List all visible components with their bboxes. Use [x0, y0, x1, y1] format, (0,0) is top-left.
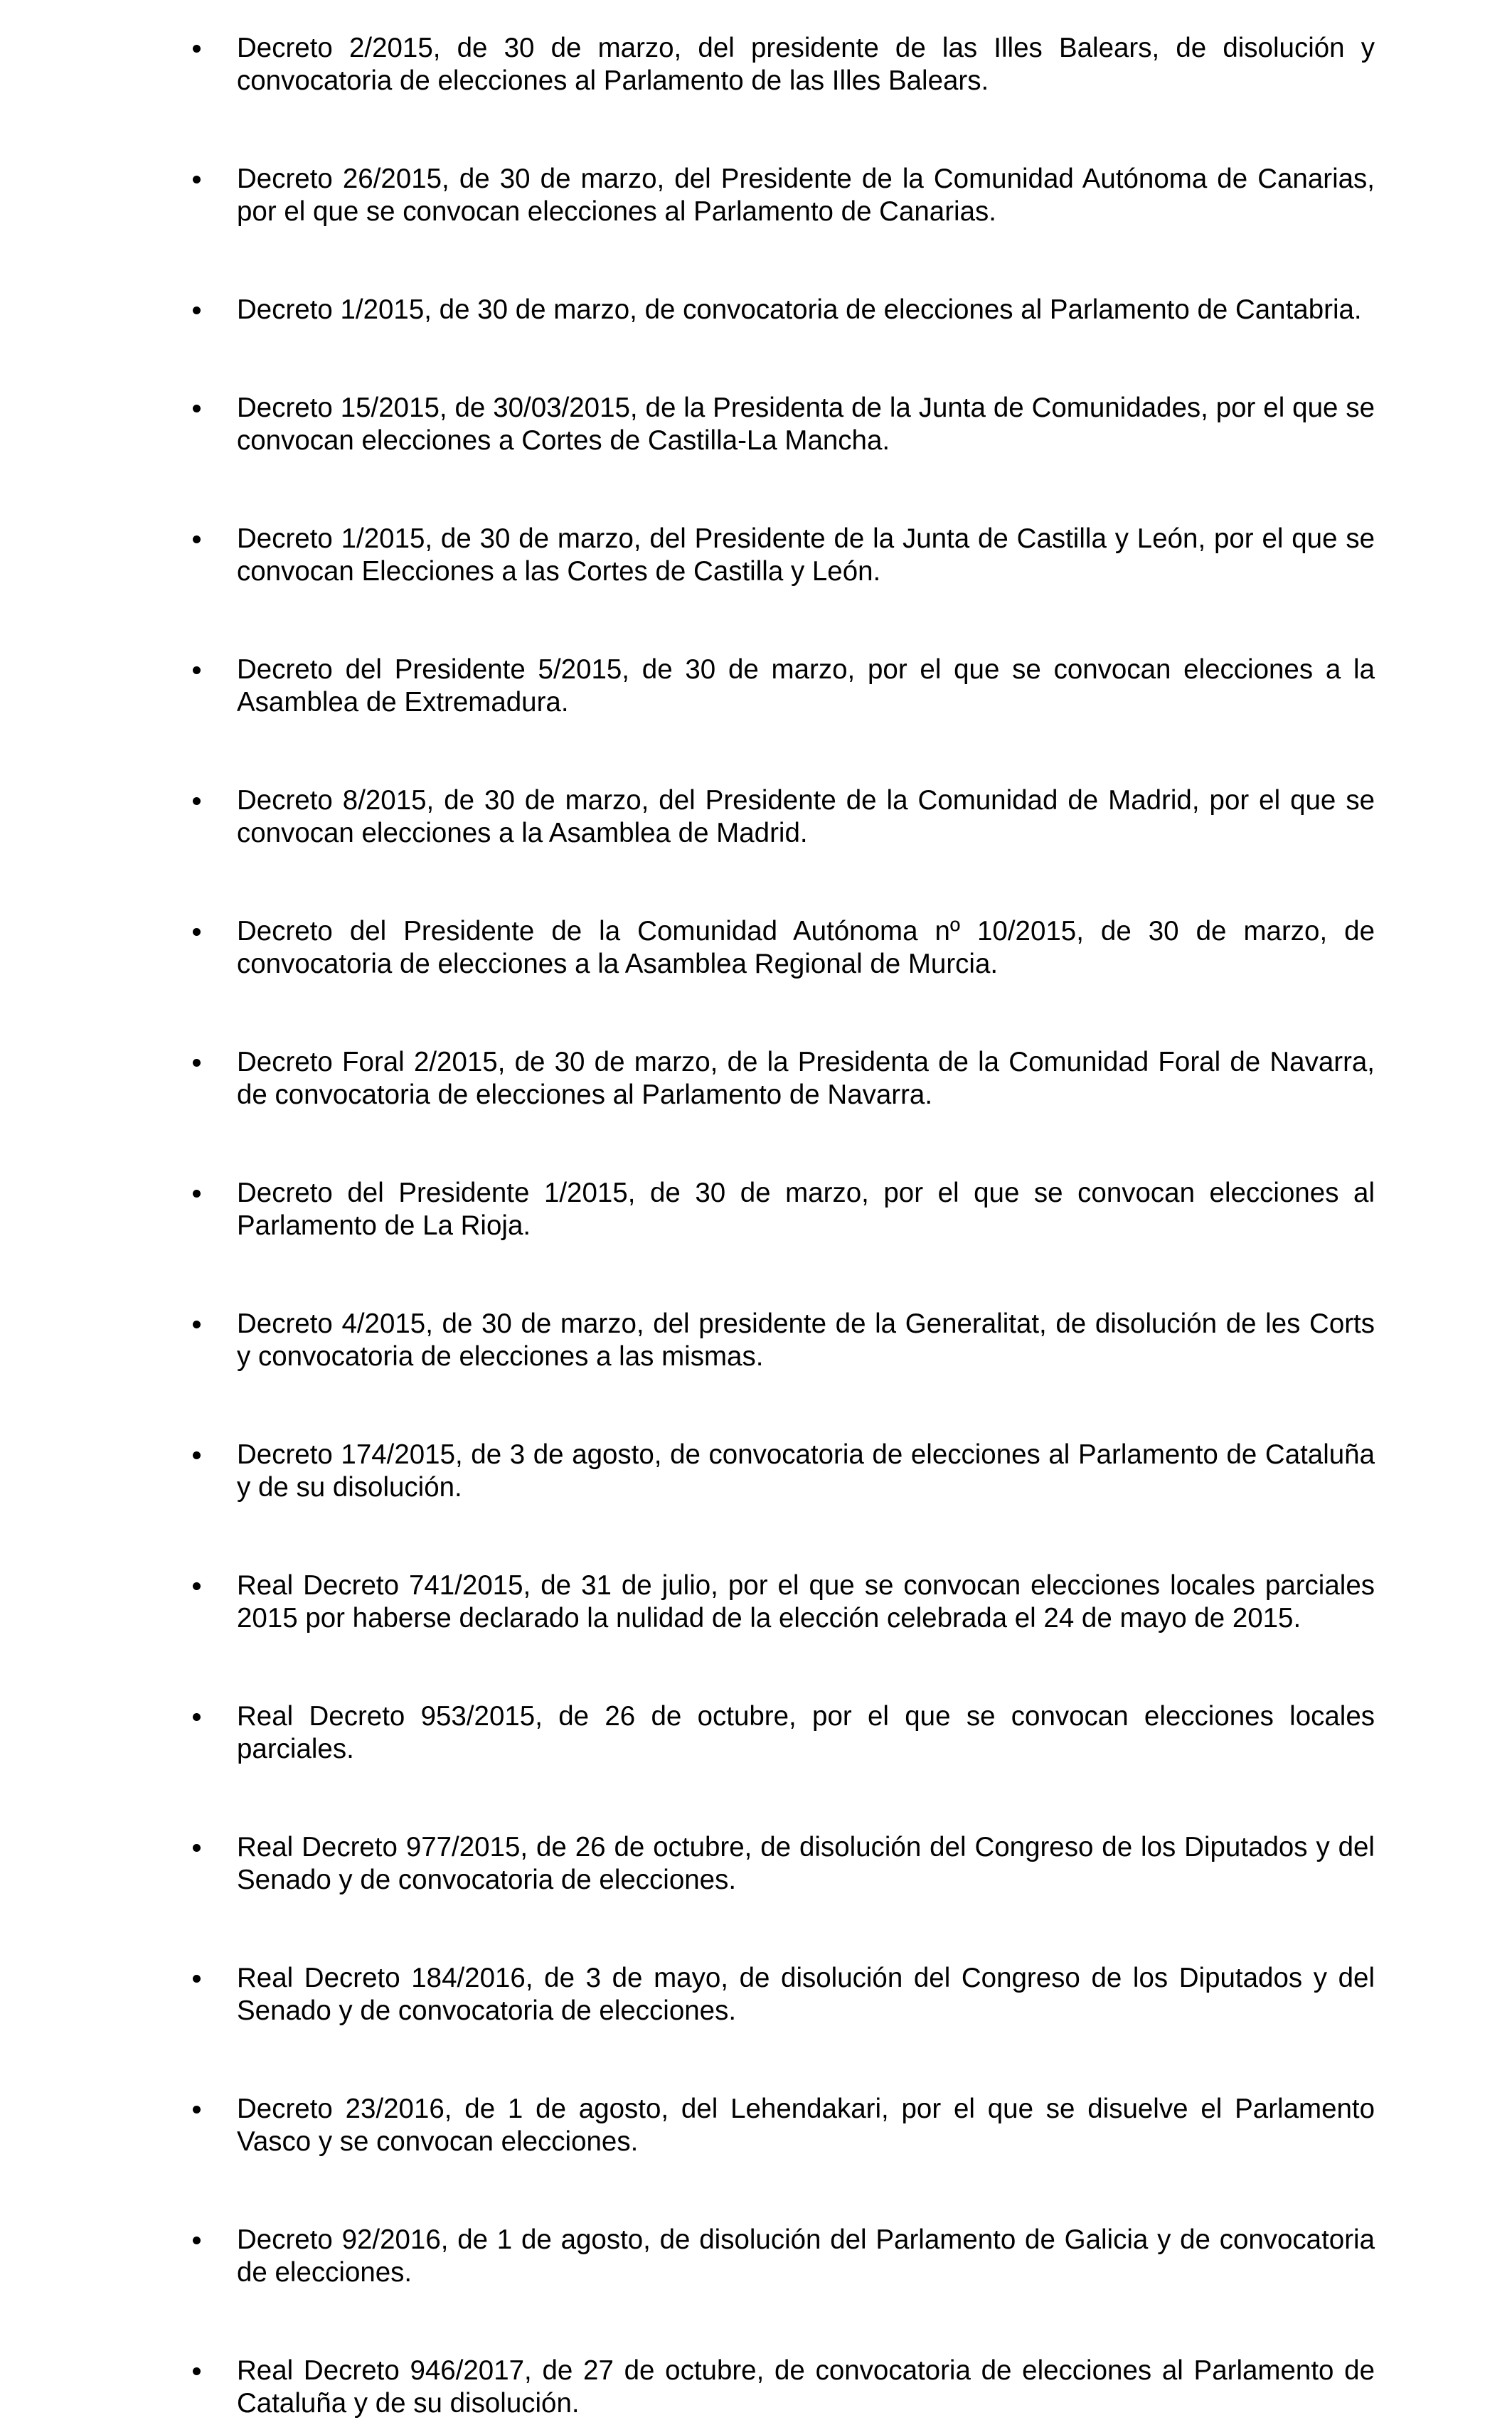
bullet-icon: [193, 307, 201, 314]
list-item-text: Decreto 2/2015, de 30 de marzo, del presidente de las Illes Balears, de disolución y convocatoria de elecciones al Parlamento de las Illes Balears.: [237, 33, 1375, 96]
list-item: [188, 2093, 1375, 2158]
list-item: [188, 1831, 1375, 1897]
bullet-icon: [193, 405, 201, 412]
bullet-icon: [193, 797, 201, 805]
decree-list: [188, 32, 1375, 2420]
bullet-icon: [193, 535, 201, 543]
list-item: [188, 1962, 1375, 2027]
bullet-icon: [193, 1059, 201, 1067]
list-item: [188, 523, 1375, 588]
bullet-icon: [193, 1451, 201, 1459]
list-item: [188, 1700, 1375, 1766]
list-item-text: Real Decreto 741/2015, de 31 de julio, por el que se convocan elecciones locales parciales 2015 por haberse declarado la nulidad de la elección celebrada el 24 de mayo de 2015.: [237, 1570, 1375, 1633]
list-item-text: Real Decreto 953/2015, de 26 de octubre, por el que se convocan elecciones locales parciales.: [237, 1701, 1375, 1764]
bullet-icon: [193, 666, 201, 674]
list-item: [188, 1569, 1375, 1635]
list-item-text: Decreto del Presidente 5/2015, de 30 de marzo, por el que se convocan elecciones a la Asamblea de Extremadura.: [237, 654, 1375, 718]
list-item: [188, 654, 1375, 719]
list-item-text: Real Decreto 184/2016, de 3 de mayo, de disolución del Congreso de los Diputados y del Senado y de convocatoria de elecciones.: [237, 1963, 1375, 2026]
list-item: [188, 163, 1375, 228]
list-item-text: Decreto 4/2015, de 30 de marzo, del presidente de la Generalitat, de disolución de les Corts y convocatoria de elecciones a las mismas.: [237, 1308, 1375, 1372]
list-item-text: Real Decreto 946/2017, de 27 de octubre, de convocatoria de elecciones al Parlamento de Cataluña y de su disolución.: [237, 2355, 1375, 2419]
list-item: [188, 915, 1375, 981]
list-item-text: Decreto Foral 2/2015, de 30 de marzo, de la Presidenta de la Comunidad Foral de Navarra, de convocatoria de elecciones al Parlamento de Navarra.: [237, 1047, 1375, 1110]
bullet-icon: [193, 1321, 201, 1328]
list-item: [188, 1177, 1375, 1242]
bullet-icon: [193, 1844, 201, 1852]
list-item-text: Decreto 23/2016, de 1 de agosto, del Lehendakari, por el que se disuelve el Parlamento Vasco y se convocan elecciones.: [237, 2094, 1375, 2157]
list-item-text: Decreto 8/2015, de 30 de marzo, del Presidente de la Comunidad de Madrid, por el que se convocan elecciones a la Asamblea de Madrid.: [237, 785, 1375, 848]
list-item-text: Decreto del Presidente 1/2015, de 30 de marzo, por el que se convocan elecciones al Parlamento de La Rioja.: [237, 1178, 1375, 1241]
list-item: [188, 294, 1375, 326]
list-item-text: Decreto 26/2015, de 30 de marzo, del Presidente de la Comunidad Autónoma de Canarias, por el que se convocan elecciones al Parlamento de Canarias.: [237, 164, 1375, 227]
bullet-icon: [193, 1190, 201, 1198]
bullet-icon: [193, 45, 201, 53]
list-item-text: Decreto 1/2015, de 30 de marzo, de convocatoria de elecciones al Parlamento de Cantabria.: [237, 294, 1362, 325]
list-item: [188, 2224, 1375, 2289]
list-item: [188, 784, 1375, 850]
list-item-text: Decreto del Presidente de la Comunidad Autónoma nº 10/2015, de 30 de marzo, de convocatoria de elecciones a la Asamblea Regional de Murcia.: [237, 916, 1375, 979]
list-item: [188, 32, 1375, 97]
bullet-icon: [193, 2237, 201, 2244]
bullet-icon: [193, 928, 201, 936]
list-item-text: Decreto 92/2016, de 1 de agosto, de disolución del Parlamento de Galicia y de convocatoria de elecciones.: [237, 2224, 1375, 2288]
list-item: [188, 1308, 1375, 1373]
list-item-text: Real Decreto 977/2015, de 26 de octubre, de disolución del Congreso de los Diputados y del Senado y de convocatoria de elecciones.: [237, 1832, 1375, 1895]
bullet-icon: [193, 1582, 201, 1590]
bullet-icon: [193, 2367, 201, 2375]
list-item: [188, 1439, 1375, 1504]
bullet-icon: [193, 1975, 201, 1983]
list-item: [188, 2355, 1375, 2420]
list-item: [188, 1046, 1375, 1112]
list-item-text: Decreto 1/2015, de 30 de marzo, del Presidente de la Junta de Castilla y León, por el que se convocan Elecciones a las Cortes de Castilla y León.: [237, 523, 1375, 587]
list-item: [188, 392, 1375, 457]
bullet-icon: [193, 2106, 201, 2113]
list-item-text: Decreto 15/2015, de 30/03/2015, de la Presidenta de la Junta de Comunidades, por el que se convocan elecciones a Cortes de Castilla-La Mancha.: [237, 393, 1375, 456]
bullet-icon: [193, 1713, 201, 1721]
list-item-text: Decreto 174/2015, de 3 de agosto, de convocatoria de elecciones al Parlamento de Cataluña y de su disolución.: [237, 1439, 1375, 1503]
bullet-icon: [193, 176, 201, 183]
